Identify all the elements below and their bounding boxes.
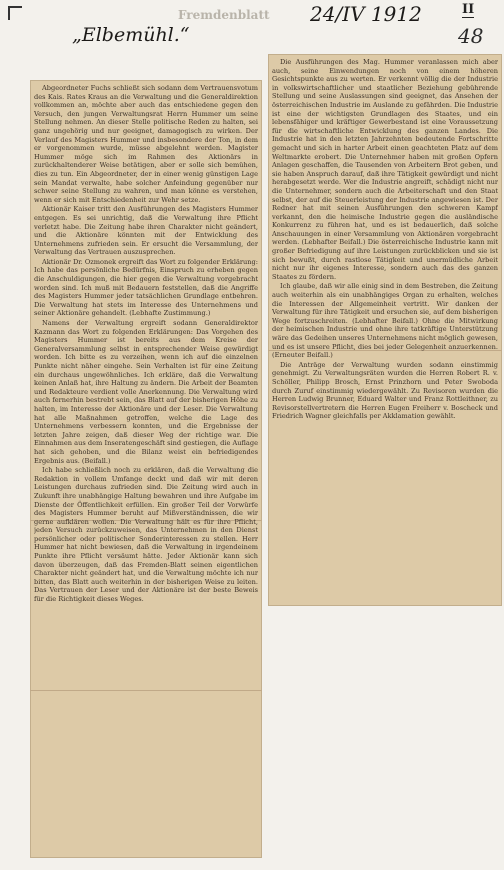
- article-paragraph: Abgeordneter Fuchs schließt sich sodann dem Vertrauensvotum des Kais. Rates Kraus an die Verwaltung und die Generaldirektion vollkommen an, möchte aber auch das entschiedene gegen den Versuch, den jungen Verwaltungsrat Herrn Hummer um seine Stellung nehmen. An dieser Stelle politische Reden zu halten, sei ganz ungehörig und nur geeignet, damagogisch zu wirken. Der Verlauf des Magisters Hummer und insbesondere der Ton, in dem er vorgenommen wurde, müsse abgelehnt werden. Magister Hummer möge sich im Rahmen des Aktionärs in zurückhaltenderer Weise betätigen, aber er solle sich bemühen, dies zu tun. Ein Abgeordneter, der in einer wenig günstigen Lage sein Mandat verwalte, habe solcher Anfeindung gegenüber nur schwer seine Stellung zu wahren, und man könne es verstehen, wenn er sich mit Entschiedenheit zur Wehr setze.: [34, 84, 258, 204]
- article-paragraph: Namens der Verwaltung ergreift sodann Generaldirektor Kazmann das Wort zu folgenden Erklärungen: Das Vorgehen des Magisters Hummer ist bereits aus dem Kreise der Generalversammlung selbst in entsprechender Weise gewürdigt worden. Ich bitte es zu verzeihen, wenn ich auf die einzelnen Punkte nicht näher eingehe. Sein Verhalten ist für eine Zeitung ein durchaus ungewöhnliches. Ich erkläre, daß die Verwaltung keinen Anlaß hat, ihre Haltung zu ändern. Die Arbeit der Beamten und Redakteure verdient volle Anerkennung. Die Verwaltung wird auch fernerhin bestrebt sein, das Blatt auf der bisherigen Höhe zu halten, im Interesse der Aktionäre und der Leser. Die Verwaltung hat alle Maßnahmen getroffen, welche die Lage des Unternehmens verbessern konnten, und die Ergebnisse der letzten Jahre zeigen, daß dieser Weg der richtige war. Die Einnahmen aus dem Inseratengeschäft sind gestiegen, die Auflage hat sich gehoben, und die Bilanz weist ein befriedigendes Ergebnis aus. (Beifall.): [34, 319, 258, 465]
- roman-numeral: II: [462, 2, 475, 17]
- article-paragraph: Aktionär Kaiser tritt den Ausführungen des Magisters Hummer entgegen. Es sei unrichtig, daß die Verwaltung ihre Pflicht verletzt habe. Die Zeitung habe ihren Charakter nicht geändert, und die Aktionäre könnten mit der Entwicklung des Unternehmens zufrieden sein. Er ersucht die Versammlung, der Verwaltung das Vertrauen auszusprechen.: [34, 205, 258, 257]
- article-paragraph: Ich glaube, daß wir alle einig sind in dem Bestreben, die Zeitung auch weiterhin als ein unabhängiges Organ zu erhalten, welches die Interessen der Allgemeinheit vertritt. Wir danken der Verwaltung für ihre Tätigkeit und ersuchen sie, auf dem bisherigen Wege fortzuschreiten. (Lebhafter Beifall.) Ohne die Mitwirkung der heimischen Industrie und ohne ihre tatkräftige Unterstützung wäre das Gedeihen unseres Unternehmens nicht möglich gewesen, und es ist unsere Pflicht, dies bei jeder Gelegenheit anzuerkennen. (Erneuter Beifall.): [272, 282, 498, 360]
- newspaper-name-stamp: Fremdenblatt: [178, 8, 270, 22]
- article-column-right: [272, 58, 498, 602]
- handwritten-title: „Elbemühl.“: [72, 24, 190, 46]
- article-paragraph: Die Ausführungen des Mag. Hummer veranlassen mich aber auch, seine Einwendungen noch von einem höheren Gesichtspunkte aus zu werten. Er verkennt völlig die der Industrie in volkswirtschaftlicher und staatlicher Beziehung gebührende Stellung und seine Auslassungen sind geeignet, das Ansehen der österreichischen Industrie im Auslande zu gefährden. Die Industrie ist eine der wichtigsten Grundlagen des Staates, und ein lebensfähiger und kräftiger Gewerbestand ist eine Voraussetzung für die wirtschaftliche Entwicklung des ganzen Landes. Die Industrie hat in den letzten Jahrzehnten bedeutende Fortschritte gemacht und sich in harter Arbeit einen geachteten Platz auf dem Weltmarkte erobert. Die Unternehmer haben mit großen Opfern Anlagen geschaffen, die Tausenden von Arbeitern Brot geben, und sie haben Anspruch darauf, daß ihre Tätigkeit gewürdigt und nicht herabgesetzt werde. Wer die Industrie angreift, schädigt nicht nur die Unternehmer, sondern auch die Arbeiterschaft und den Staat selbst, der auf die Steuerleistung der Industrie angewiesen ist. Der Redner hat mit seinen Ausführungen den schweren Kampf verkannt, den die heimische Industrie gegen die ausländische Konkurrenz zu führen hat, und es ist bedauerlich, daß solche Anschauungen in einer Versammlung von Aktionären vorgebracht werden. (Lebhafter Beifall.) Die österreichische Industrie kann mit großer Befriedigung auf ihre Leistungen zurückblicken und sie ist sich bewußt, durch rastlose Tätigkeit und unermüdliche Arbeit nicht nur ihr eigenes Interesse, sondern auch das des ganzen Staates zu fördern.: [272, 58, 498, 281]
- article-column-left: [34, 84, 258, 854]
- article-paragraph: Aktionär Dr. Ozmonek ergreift das Wort zu folgender Erklärung: Ich habe das persönliche Bedürfnis, Einspruch zu erheben gegen die Anschuldigungen, die hier gegen die Verwaltung vorgebracht worden sind. Ich muß mit Bedauern feststellen, daß die Angriffe des Magisters Hummer jeder tatsächlichen Grundlage entbehren. Die Verwaltung hat stets im Interesse des Unternehmens und seiner Aktionäre gehandelt. (Lebhafte Zustimmung.): [34, 257, 258, 318]
- handwritten-date: 24/IV 1912: [310, 2, 422, 26]
- corner-mark: [8, 6, 22, 20]
- article-paragraph: Die Anträge der Verwaltung wurden sodann einstimmig genehmigt. Zu Verwaltungsräten wurden die Herren Robert R. v. Schöller, Philipp Brosch, Ernst Prinzhorn und Peter Swoboda durch Zuruf einstimmig wiedergewählt. Zu Revisoren wurden die Herren Ludwig Brunner, Eduard Walter und Franz Rottleithner, zu Revisorstellvertretern die Herren Eugen Freiherr v. Boscheck und Friedrich Wagner gleichfalls per Akklamation gewählt.: [272, 360, 498, 421]
- folio-number: 48: [458, 24, 484, 48]
- article-paragraph: Ich habe schließlich noch zu erklären, daß die Verwaltung die Redaktion in vollem Umfange deckt und daß wir mit deren Leistungen durchaus zufrieden sind. Die Zeitung wird auch in Zukunft ihre unabhängige Haltung bewahren und ihre Aufgabe im Dienste der Öffentlichkeit erfüllen. Ein großer Teil der Vorwürfe des Magisters Hummer beruht auf Mißverständnissen, die wir gerne aufklären wollen. Die Verwaltung hält es für ihre Pflicht, jeden Versuch zurückzuweisen, das Unternehmen in den Dienst persönlicher oder politischer Sonderinteressen zu stellen. Herr Hummer hat nicht bewiesen, daß die Verwaltung in irgendeinem Punkte ihre Pflicht versäumt hätte. Jeder Aktionär kann sich davon überzeugen, daß das Fremden-Blatt seinen eigentlichen Charakter nicht geändert hat, und die Verwaltung möchte ich nur bitten, das Blatt auch weiterhin in der bisherigen Weise zu leiten. Das Vertrauen der Leser und der Aktionäre ist der beste Beweis für die Richtigkeit dieses Weges.: [34, 466, 258, 604]
